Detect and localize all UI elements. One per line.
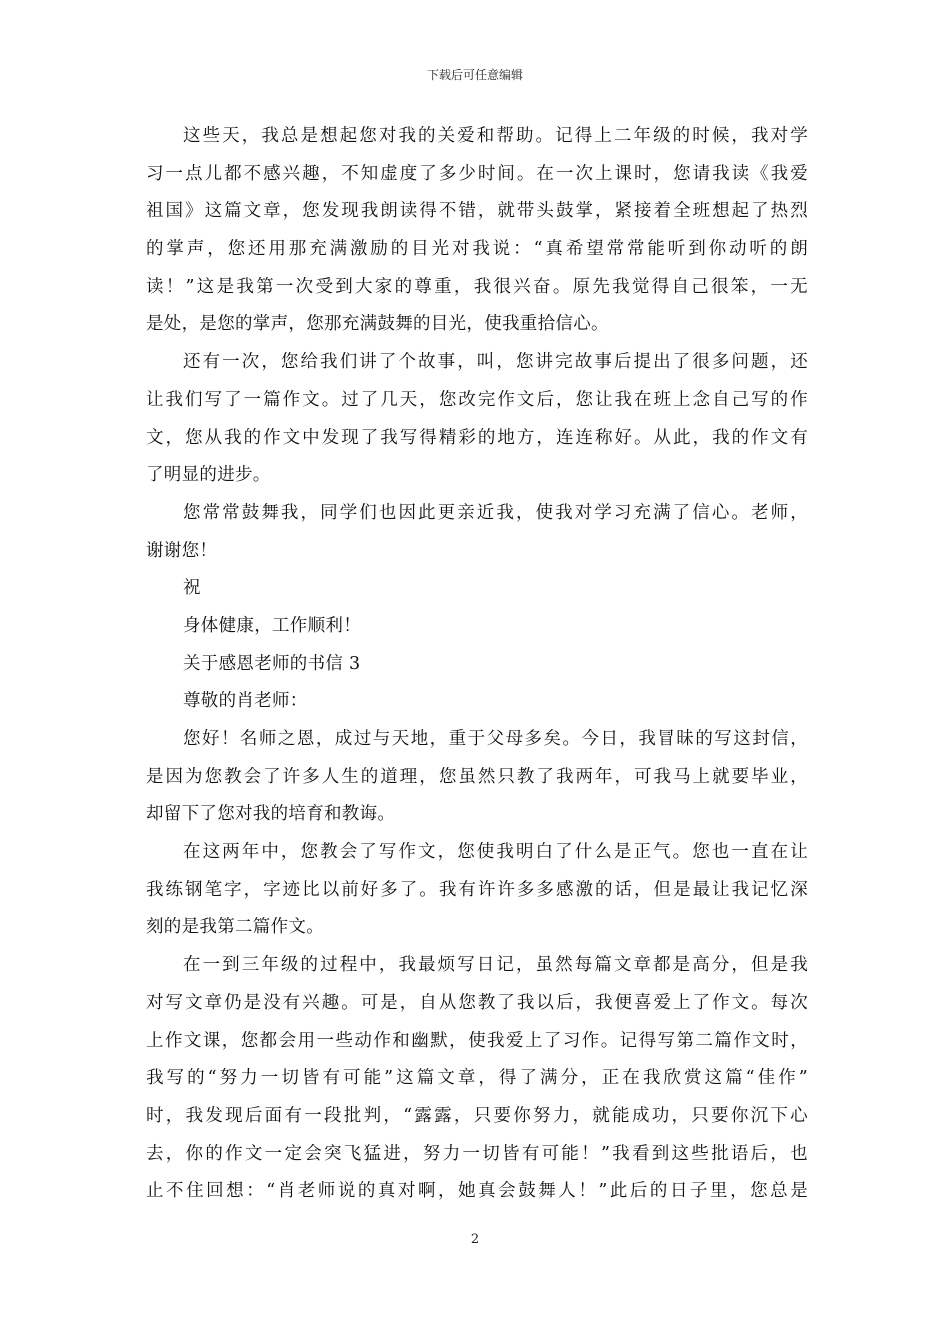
text-line: 上作文课，您都会用一些动作和幽默，使我爱上了习作。记得写第二篇作文时， <box>146 1030 808 1051</box>
text-line: 是因为您教会了许多人生的道理，您虽然只教了我两年，可我马上就要毕业， <box>146 766 808 787</box>
text-line: 在一到三年级的过程中，我最烦写日记，虽然每篇文章都是高分，但是我 <box>183 955 808 976</box>
text-line: 读！”这是我第一次受到大家的尊重，我很兴奋。原先我觉得自己很笨，一无 <box>146 276 808 297</box>
text-line: 我练钢笔字，字迹比以前好多了。我有许许多多感激的话，但是最让我记忆深 <box>146 879 808 900</box>
text-line: 这些天，我总是想起您对我的关爱和帮助。记得上二年级的时候，我对学 <box>183 126 808 146</box>
text-line: 祖国》这篇文章，您发现我朗读得不错，就带头鼓掌，紧接着全班想起了热烈 <box>146 201 808 222</box>
text-line: 止不住回想：“肖老师说的真对啊，她真会鼓舞人！”此后的日子里，您总是 <box>146 1181 808 1202</box>
text-line: 谢谢您！ <box>146 540 218 561</box>
text-line: 是处，是您的掌声，您那充满鼓舞的目光，使我重拾信心。 <box>146 314 609 335</box>
text-line: 了明显的进步。 <box>146 465 271 486</box>
text-line: 让我们写了一篇作文。过了几天，您改完作文后，您让我在班上念自己写的作 <box>146 389 808 410</box>
text-line: 却留下了您对我的培育和教诲。 <box>146 804 396 825</box>
text-line: 您好！名师之恩，成过与天地，重于父母多矣。今日，我冒昧的写这封信， <box>183 729 808 749</box>
text-line: 习一点儿都不感兴趣，不知虚度了多少时间。在一次上课时，您请我读《我爱 <box>146 163 808 184</box>
text-line: 去，你的作文一定会突飞猛进，努力一切皆有可能！”我看到这些批语后，也 <box>146 1143 808 1164</box>
page-header: 下载后可任意编辑 <box>426 68 523 82</box>
text-line: 文，您从我的作文中发现了我写得精彩的地方，连连称好。从此，我的作文有 <box>146 427 808 448</box>
text-line: 还有一次，您给我们讲了个故事，叫，您讲完故事后提出了很多问题，还 <box>183 352 808 373</box>
text-line: 尊敬的肖老师： <box>183 691 308 712</box>
text-line: 祝 <box>183 578 201 599</box>
text-line: 的掌声，您还用那充满激励的目光对我说：“真希望常常能听到你动听的朗 <box>146 239 808 260</box>
text-line: 我写的“努力一切皆有可能”这篇文章，得了满分，正在我欣赏这篇“佳作” <box>146 1068 808 1089</box>
text-line: 身体健康，工作顺利！ <box>183 615 361 636</box>
document-body <box>146 118 808 1211</box>
text-line: 刻的是我第二篇作文。 <box>146 917 324 938</box>
text-line: 您常常鼓舞我，同学们也因此更亲近我，使我对学习充满了信心。老师， <box>183 502 808 523</box>
page-number: 2 <box>470 1232 480 1247</box>
text-line: 在这两年中，您教会了写作文，您使我明白了什么是正气。您也一直在让 <box>183 842 808 863</box>
text-line: 关于感恩老师的书信 3 <box>183 653 361 674</box>
text-line: 对写文章仍是没有兴趣。可是，自从您教了我以后，我便喜爱上了作文。每次 <box>146 992 808 1013</box>
text-line: 时，我发现后面有一段批判，“露露，只要你努力，就能成功，只要你沉下心 <box>146 1105 808 1126</box>
